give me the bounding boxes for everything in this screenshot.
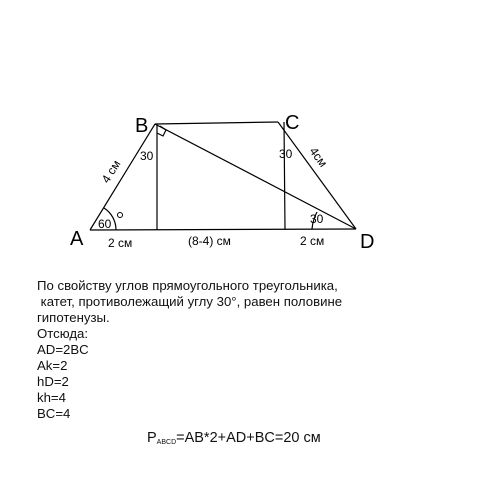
height-ch: [284, 122, 285, 229]
vertex-label-a: A: [70, 228, 84, 250]
perimeter-subscript: ABCD: [156, 439, 177, 446]
perimeter-expression: =AB*2+AD+BC=20 см: [176, 430, 321, 446]
base-label-middle: (8-4) см: [188, 234, 231, 248]
vertex-label-b: B: [135, 115, 149, 137]
perimeter-formula: [147, 430, 321, 446]
degree-mark-a: [118, 213, 123, 218]
side-label-cd: 4см: [306, 144, 331, 170]
angle-label-d: 30: [310, 212, 324, 226]
solution-line: AD=2BC: [37, 342, 89, 357]
angle-label-c-foot: 30: [279, 147, 293, 161]
side-bc: [155, 122, 278, 124]
base-ad: [90, 229, 356, 230]
solution-text: [37, 278, 467, 422]
right-angle-mark: [157, 126, 166, 136]
solution-line: катет, противолежащий углу 30°, равен половине: [37, 294, 343, 309]
solution-line: гипотенузы.: [37, 310, 110, 325]
vertex-label-c: C: [285, 112, 300, 134]
solution-line: По свойству углов прямоугольного треугольника,: [37, 278, 338, 293]
base-label-right: 2 см: [300, 234, 325, 248]
solution-line: hD=2: [37, 374, 69, 389]
solution-line: kh=4: [37, 390, 66, 405]
side-label-ab: 4 см: [98, 157, 124, 186]
vertex-label-d: D: [360, 231, 375, 253]
perimeter-symbol: P: [147, 430, 157, 446]
solution-line: BC=4: [37, 406, 71, 421]
angle-label-b-foot: 30: [140, 149, 154, 163]
solution-line: Отсюда:: [37, 326, 89, 341]
angle-label-a: 60: [98, 217, 112, 231]
base-label-left: 2 см: [108, 236, 133, 250]
diagonal-bd: [155, 124, 356, 229]
solution-line: Ak=2: [37, 358, 68, 373]
